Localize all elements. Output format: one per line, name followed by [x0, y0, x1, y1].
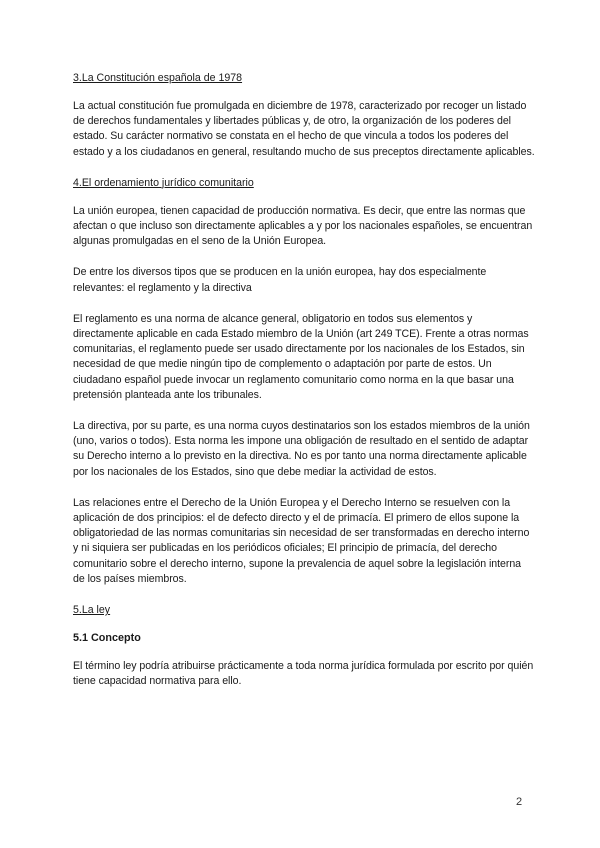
section-4-paragraph-2: De entre los diversos tipos que se producen en la unión europea, hay dos especialmente relevantes: el reglamento y la directiva: [73, 266, 487, 294]
section-5-heading: 5.La ley: [73, 604, 111, 617]
section-4-paragraph-5: Las relaciones entre el Derecho de la Unión Europea y el Derecho Interno se resuelven con la aplicación de dos principios: el de defecto directo y el de primacía. El primero de ellos supone la obligatoriedad de las normas comunitarias sin necesidad de ser transformadas en derecho interno y ni siquiera ser publicadas en los periódicos oficiales; El principio de primacía, del derecho comunitario sobre el derecho interno, supone la prevalencia de aquel sobre la legislación interna de los países miembros.: [73, 496, 530, 585]
page-number: 2: [516, 796, 523, 808]
section-5-1-heading: 5.1 Concepto: [73, 632, 141, 645]
document-page: [73, 71, 535, 705]
section-4-heading: 4.El ordenamiento jurídico comunitario: [73, 176, 254, 189]
section-4-paragraph-1: La unión europea, tienen capacidad de producción normativa. Es decir, que entre las normas que afectan o que incluso son directamente aplicables a y por los nacionales españoles, se encuentran algunas promulgadas en el seno de la Unión Europea.: [73, 204, 533, 248]
section-5-1-paragraph-1: El término ley podría atribuirse prácticamente a toda norma jurídica formulada por escrito por quién tiene capacidad normativa para ello.: [73, 660, 534, 688]
section-4-paragraph-3: El reglamento es una norma de alcance general, obligatorio en todos sus elementos y directamente aplicable en cada Estado miembro de la Unión (art 249 TCE). Frente a otras normas comunitarias, el reglamento puede ser usado directamente por los nacionales de los Estados, sin necesidad de que medie ningún tipo de complemento o adaptación por parte de estos. Un ciudadano español puede invocar un reglamento comunitario como norma en la que basar una pretensión planteada ante los tribunales.: [73, 312, 529, 401]
section-3-heading: 3.La Constitución española de 1978: [73, 72, 243, 84]
section-3-paragraph-1: La actual constitución fue promulgada en diciembre de 1978, caracterizado por recoger un listado de derechos fundamentales y libertades públicas y, de otro, la organización de los poderes del estado. Su carácter normativo se constata en el hecho de que vincula a todos los poderes del estado y a los ciudadanos en general, resultando mucho de sus preceptos directamente aplicables.: [73, 100, 535, 158]
section-4-paragraph-4: La directiva, por su parte, es una norma cuyos destinatarios son los estados miembros de la unión (uno, varios o todos). Esta norma les impone una obligación de resultado en el sentido de adaptar su Derecho interno a lo previsto en la directiva. No es por tanto una norma directamente aplicable por los nacionales de los Estados, sino que debe mediar la actividad de estos.: [73, 420, 530, 478]
